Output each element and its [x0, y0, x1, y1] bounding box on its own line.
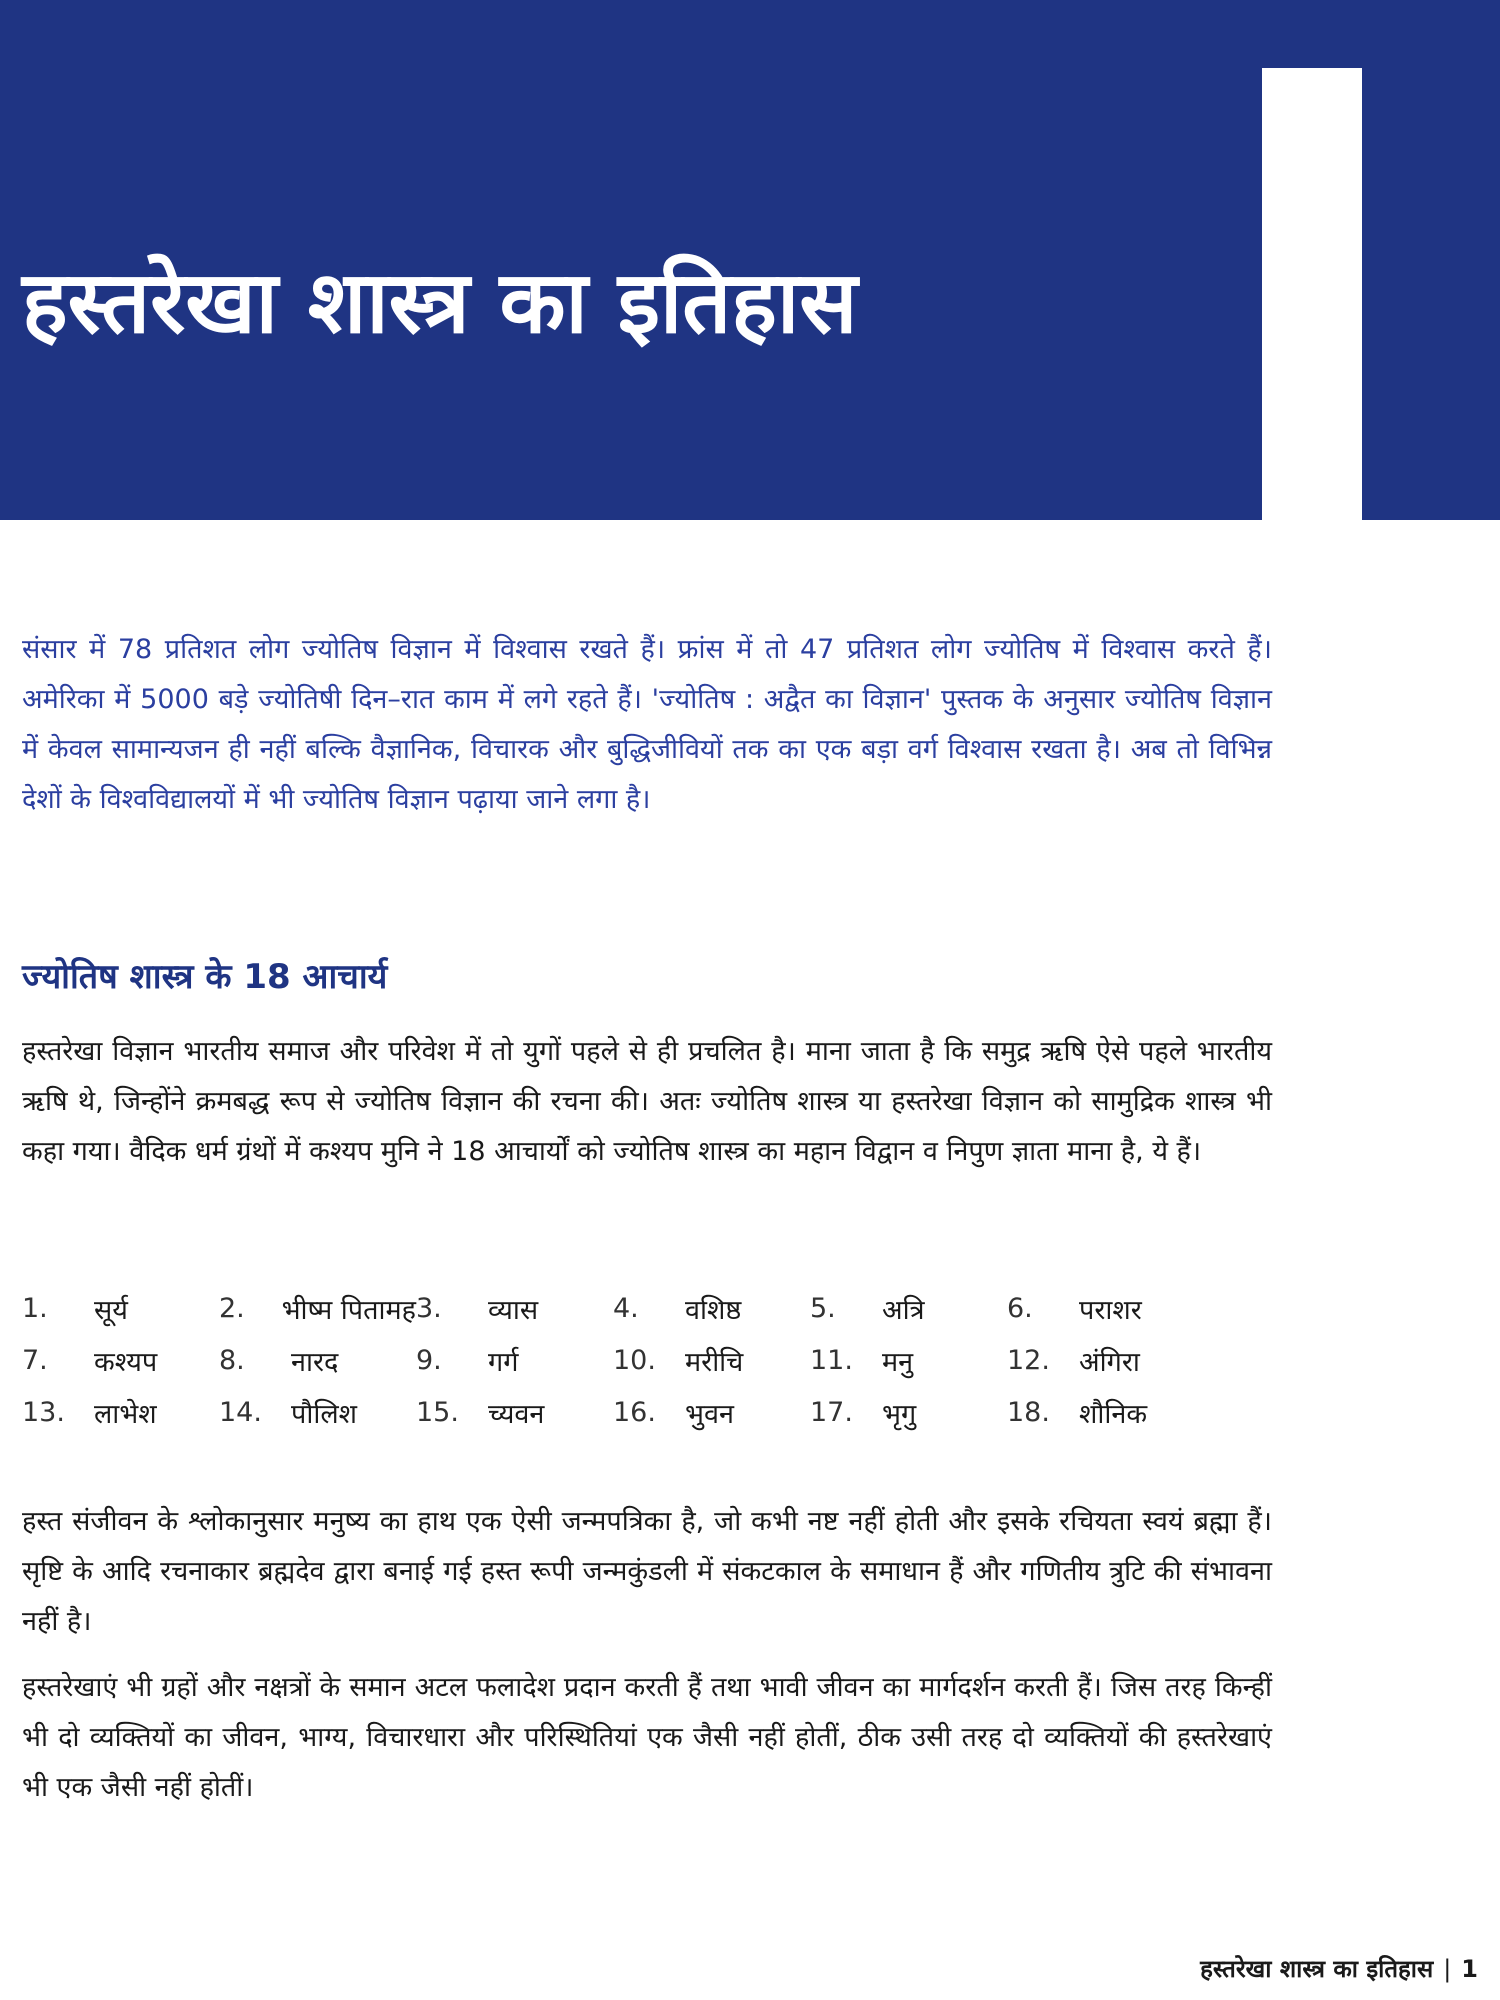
acharya-name: भीष्म पितामह — [281, 1294, 416, 1326]
acharya-name: कश्यप — [94, 1346, 158, 1378]
acharya-number: 2. — [219, 1292, 245, 1324]
intro-paragraph: संसार में 78 प्रतिशत लोग ज्योतिष विज्ञान में विश्वास रखते हैं। फ्रांस में तो 47 प्रतिशत लोग ज्योतिष में विश्वास करते हैं। अमेरिका में 5000 बड़े ज्योतिषी दिन–रात काम में लगे रहते हैं। 'ज्योतिष : अद्वैत का विज्ञान' पुस्तक के अनुसार ज्योतिष विज्ञान में केवल सामान्यजन ही नहीं बल्कि वैज्ञानिक, विचारक और बुद्धिजीवियों तक का एक बड़ा वर्ग विश्वास रखता है। अब तो विभिन्न देशों के विश्वविद्यालयों में भी ज्योतिष विज्ञान पढ़ाया जाने लगा है। — [22, 634, 1272, 815]
acharya-item — [613, 1334, 810, 1386]
body-paragraph-1: हस्तरेखा विज्ञान भारतीय समाज और परिवेश में तो युगों पहले से ही प्रचलित है। माना जाता है कि समुद्र ऋषि ऐसे पहले भारतीय ऋषि थे, जिन्होंने क्रमबद्ध रूप से ज्योतिष विज्ञान की रचना की। अतः ज्योतिष शास्त्र या हस्तरेखा विज्ञान को सामुद्रिक शास्त्र भी कहा गया। वैदिक धर्म ग्रंथों में कश्यप मुनि ने 18 आचार्यों को ज्योतिष शास्त्र का महान विद्वान व निपुण ज्ञाता माना है, ये हैं। — [22, 1036, 1272, 1167]
acharya-item — [613, 1386, 810, 1438]
acharya-item — [810, 1334, 1007, 1386]
acharya-item — [613, 1282, 810, 1334]
acharya-item — [1007, 1386, 1204, 1438]
acharya-name: शौनिक — [1079, 1398, 1148, 1430]
acharya-name: च्यवन — [488, 1398, 545, 1430]
acharya-number: 16. — [613, 1396, 656, 1428]
acharya-item — [810, 1386, 1007, 1438]
acharya-item — [22, 1282, 219, 1334]
acharya-number: 17. — [810, 1396, 853, 1428]
acharya-number: 3. — [416, 1292, 442, 1324]
acharya-name: पौलिश — [291, 1398, 357, 1430]
footer-separator: | — [1443, 1955, 1452, 1983]
acharya-number: 8. — [219, 1344, 245, 1376]
acharya-item — [416, 1282, 613, 1334]
acharya-item — [22, 1334, 219, 1386]
acharya-item — [416, 1386, 613, 1438]
acharya-number: 5. — [810, 1292, 836, 1324]
acharya-name: भृगु — [882, 1398, 917, 1430]
acharya-number: 6. — [1007, 1292, 1033, 1324]
body-paragraph-2: हस्त संजीवन के श्लोकानुसार मनुष्य का हाथ एक ऐसी जन्मपत्रिका है, जो कभी नष्ट नहीं होती और इसके रचियता स्वयं ब्रह्मा हैं। सृष्टि के आदि रचनाकार ब्रह्मदेव द्वारा बनाई गई हस्त रूपी जन्मकुंडली में संकटकाल के समाधान हैं और गणितीय त्रुटि की संभावना नहीं है। — [22, 1506, 1272, 1637]
acharya-name: पराशर — [1079, 1294, 1142, 1326]
acharya-number: 4. — [613, 1292, 639, 1324]
acharya-name: नारद — [291, 1346, 339, 1378]
acharya-item — [22, 1386, 219, 1438]
acharya-number: 9. — [416, 1344, 442, 1376]
acharya-number: 14. — [219, 1396, 262, 1428]
acharya-item — [219, 1334, 416, 1386]
acharya-name: अत्रि — [882, 1294, 925, 1326]
acharya-name: लाभेश — [94, 1398, 157, 1430]
acharya-number: 1. — [22, 1292, 48, 1324]
acharya-item — [810, 1282, 1007, 1334]
acharya-number: 15. — [416, 1396, 459, 1428]
acharya-item — [1007, 1282, 1204, 1334]
acharya-item — [1007, 1334, 1204, 1386]
acharya-name: भुवन — [685, 1398, 734, 1430]
acharya-number: 12. — [1007, 1344, 1050, 1376]
section-heading: ज्योतिष शास्त्र के 18 आचार्य — [22, 957, 388, 998]
acharya-item — [416, 1334, 613, 1386]
body-paragraph-3: हस्तरेखाएं भी ग्रहों और नक्षत्रों के समान अटल फलादेश प्रदान करती हैं तथा भावी जीवन का मार्गदर्शन करती हैं। जिस तरह किन्हीं भी दो व्यक्तियों का जीवन, भाग्य, विचारधारा और परिस्थितियां एक जैसी नहीं होतीं, ठीक उसी तरह दो व्यक्तियों की हस्तरेखाएं भी एक जैसी नहीं होतीं। — [22, 1672, 1272, 1803]
page-number: 1 — [1461, 1955, 1478, 1983]
acharya-list — [22, 1282, 1282, 1438]
acharya-name: मनु — [882, 1346, 914, 1378]
chapter-title: हस्तरेखा शास्त्र का इतिहास — [22, 252, 858, 353]
acharya-name: सूर्य — [94, 1294, 128, 1326]
acharya-number: 7. — [22, 1344, 48, 1376]
acharya-name: वशिष्ठ — [685, 1294, 742, 1326]
acharya-name: व्यास — [488, 1294, 539, 1326]
acharya-item — [219, 1386, 416, 1438]
acharya-item — [219, 1282, 416, 1334]
page-footer — [1200, 1952, 1478, 1985]
acharya-number: 18. — [1007, 1396, 1050, 1428]
acharya-number: 10. — [613, 1344, 656, 1376]
acharya-name: अंगिरा — [1079, 1346, 1140, 1378]
acharya-number: 11. — [810, 1344, 853, 1376]
acharya-name: मरीचि — [685, 1346, 744, 1378]
chapter-number-graphic — [1262, 68, 1362, 520]
acharya-name: गर्ग — [488, 1346, 519, 1378]
footer-running-title: हस्तरेखा शास्त्र का इतिहास — [1200, 1955, 1434, 1983]
acharya-number: 13. — [22, 1396, 65, 1428]
